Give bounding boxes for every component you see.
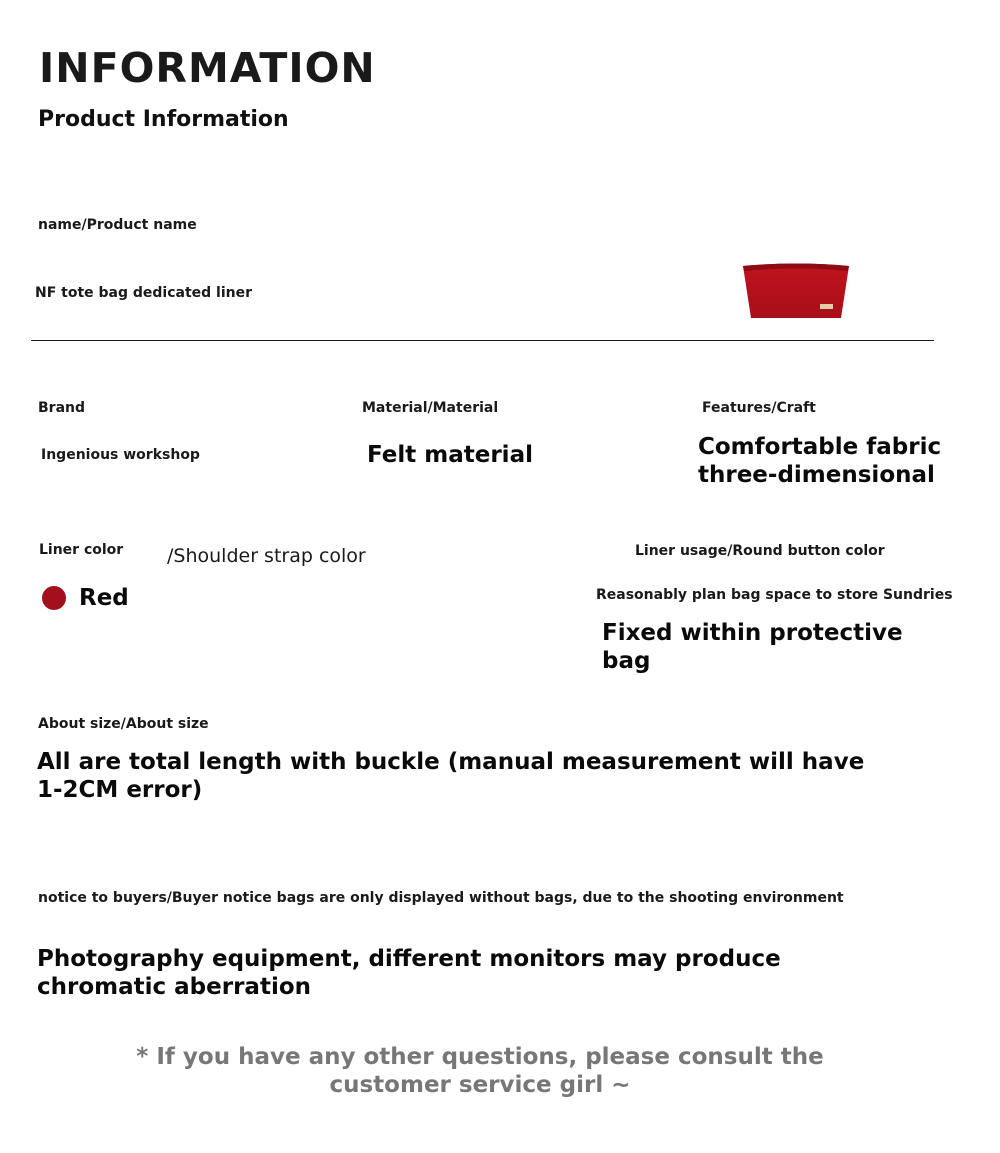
- footer-line1: * If you have any other questions, please consult the: [136, 1044, 824, 1070]
- size-value-line1: All are total length with buckle (manual measurement will have: [37, 749, 865, 775]
- liner-color-label: Liner color: [39, 542, 124, 558]
- usage-description: Reasonably plan bag space to store Sundries: [596, 587, 953, 603]
- size-label: About size/About size: [38, 716, 209, 732]
- page-title: INFORMATION: [39, 44, 376, 92]
- section-divider: [31, 340, 934, 341]
- notice-value-line1: Photography equipment, different monitors may produce: [37, 946, 781, 972]
- color-value: Red: [79, 585, 129, 611]
- product-name-label: name/Product name: [38, 217, 197, 233]
- usage-value-line2: bag: [602, 648, 651, 674]
- material-value: Felt material: [367, 442, 533, 468]
- section-subtitle: Product Information: [38, 107, 289, 132]
- product-name-value: NF tote bag dedicated liner: [35, 285, 253, 301]
- red-felt-liner-bag-image: [740, 260, 852, 322]
- strap-color-label: /Shoulder strap color: [167, 545, 366, 567]
- footer-line2: customer service girl ~: [329, 1072, 631, 1098]
- material-label: Material/Material: [362, 400, 499, 416]
- usage-value-line1: Fixed within protective: [602, 620, 903, 646]
- brand-value: Ingenious workshop: [41, 447, 200, 463]
- footer-note: [100, 1043, 860, 1099]
- usage-label: Liner usage/Round button color: [635, 543, 885, 559]
- notice-value-line2: chromatic aberration: [37, 974, 312, 1000]
- features-value-line2: three-dimensional: [698, 462, 935, 488]
- features-label: Features/Craft: [702, 400, 816, 416]
- size-value-line2: 1-2CM error): [37, 777, 203, 803]
- notice-label: notice to buyers/Buyer notice bags are only displayed without bags, due to the shooting environment: [38, 890, 844, 906]
- brand-label: Brand: [38, 400, 86, 416]
- features-value-line1: Comfortable fabric: [698, 434, 942, 460]
- color-swatch-dot: [42, 586, 66, 610]
